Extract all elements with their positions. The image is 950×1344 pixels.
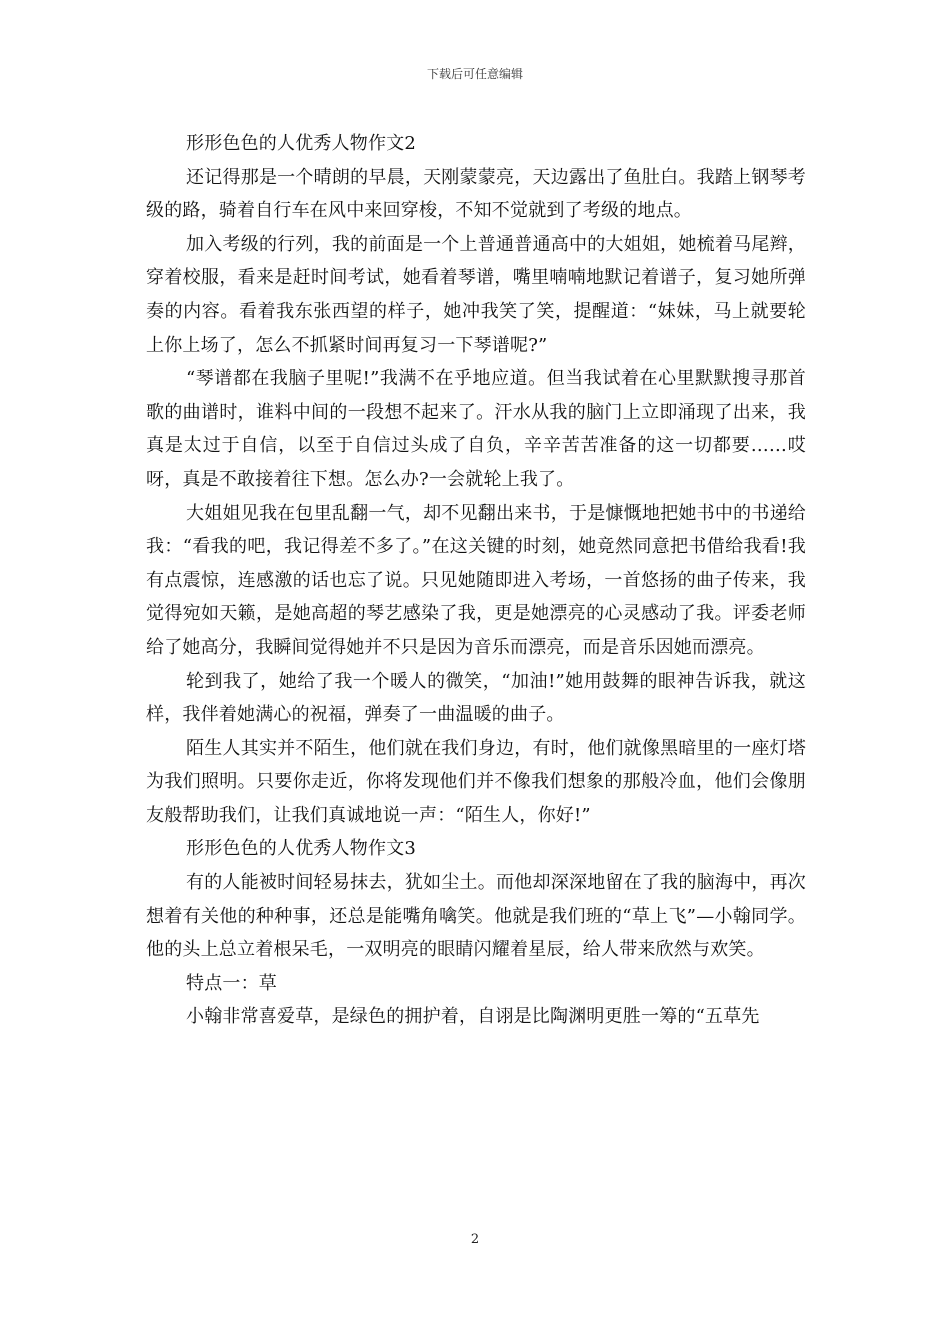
paragraph: 陌生人其实并不陌生，他们就在我们身边，有时，他们就像黑暗里的一座灯塔为我们照明。只要你走近，你将发现他们并不像我们想象的那般冷血，他们会像朋友般帮助我们，让我们真诚地说一声：“陌生人，你好!” bbox=[146, 737, 806, 826]
subheading: 特点一：草 bbox=[186, 972, 277, 994]
paragraph: 小翰非常喜爱草，是绿色的拥护着，自诩是比陶渊明更胜一筹的“五草先 bbox=[186, 1006, 760, 1028]
paragraph: 轮到我了，她给了我一个暖人的微笑，“加油!”她用鼓舞的眼神告诉我，就这样，我伴着她满心的祝福，弹奏了一曲温暖的曲子。 bbox=[146, 670, 806, 726]
section-title: 形形色色的人优秀人物作文3 bbox=[186, 838, 417, 860]
paragraph: 还记得那是一个晴朗的早晨，天刚蒙蒙亮，天边露出了鱼肚白。我踏上钢琴考级的路，骑着自行车在风中来回穿梭，不知不觉就到了考级的地点。 bbox=[146, 166, 806, 222]
paragraph: 加入考级的行列，我的前面是一个上普通普通高中的大姐姐，她梳着马尾辫，穿着校服，看来是赶时间考试，她看着琴谱，嘴里喃喃地默记着谱子，复习她所弹奏的内容。看着我东张西望的样子，她冲我笑了笑，提醒道：“妹妹，马上就要轮上你上场了，怎么不抓紧时间再复习一下琴谱呢?” bbox=[146, 233, 806, 356]
page-header: 下载后可任意编辑 bbox=[426, 67, 523, 81]
section-title: 形形色色的人优秀人物作文2 bbox=[186, 133, 417, 154]
page-number: 2 bbox=[470, 1232, 480, 1247]
paragraph: “琴谱都在我脑子里呢!”我满不在乎地应道。但当我试着在心里默默搜寻那首歌的曲谱时，谁料中间的一段想不起来了。汗水从我的脑门上立即涌现了出来，我真是太过于自信，以至于自信过头成了自负，辛辛苦苦准备的这一切都要……哎呀，真是不敢接着往下想。怎么办?一会就轮上我了。 bbox=[146, 368, 806, 490]
paragraph: 有的人能被时间轻易抹去，犹如尘土。而他却深深地留在了我的脑海中，再次想着有关他的种种事，还总是能嘴角噙笑。他就是我们班的“草上飞”—小翰同学。他的头上总立着根呆毛，一双明亮的眼睛闪耀着星辰，给人带来欣然与欢笑。 bbox=[146, 872, 806, 961]
document-body bbox=[146, 127, 806, 1034]
paragraph: 大姐姐见我在包里乱翻一气，却不见翻出来书，于是慷慨地把她书中的书递给我：“看我的吧，我记得差不多了。”在这关键的时刻，她竟然同意把书借给我看!我有点震惊，连感激的话也忘了说。只见她随即进入考场，一首悠扬的曲子传来，我觉得宛如天籁，是她高超的琴艺感染了我，更是她漂亮的心灵感动了我。评委老师给了她高分，我瞬间觉得她并不只是因为音乐而漂亮，而是音乐因她而漂亮。 bbox=[146, 502, 806, 658]
